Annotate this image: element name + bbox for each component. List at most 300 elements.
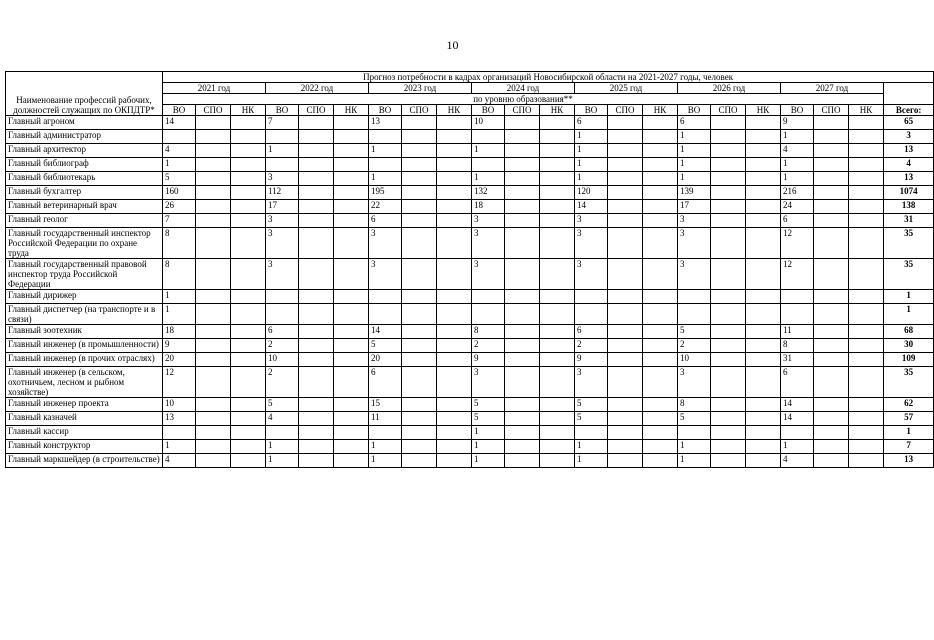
empty-cell [746,412,781,426]
profession-name: Главный бухгалтер [6,186,163,200]
vo-value [781,426,814,440]
empty-cell [437,426,472,440]
empty-cell [608,144,643,158]
empty-cell [540,353,575,367]
level-header: ВО [266,105,299,116]
vo-value: 5 [678,325,711,339]
empty-cell [849,440,884,454]
vo-value: 1 [781,172,814,186]
level-header: НК [643,105,678,116]
vo-value: 24 [781,200,814,214]
empty-cell [505,228,540,259]
row-total: 3 [884,130,934,144]
vo-value: 4 [163,454,196,468]
empty-cell [884,94,934,105]
vo-value: 139 [678,186,711,200]
empty-cell [849,454,884,468]
vo-value: 12 [781,228,814,259]
vo-value: 5 [266,398,299,412]
empty-cell [196,440,231,454]
table-row [6,144,934,158]
level-header: ВО [678,105,711,116]
year-header: 2021 год [163,83,266,94]
vo-value: 1 [575,454,608,468]
empty-cell [402,214,437,228]
empty-cell [402,290,437,304]
empty-cell [746,200,781,214]
empty-cell [814,290,849,304]
empty-cell [849,200,884,214]
empty-cell [299,130,334,144]
empty-cell [196,186,231,200]
empty-cell [814,116,849,130]
vo-value: 6 [781,367,814,398]
vo-value: 1 [678,158,711,172]
empty-cell [437,116,472,130]
empty-cell [540,186,575,200]
table-row [6,158,934,172]
empty-cell [746,144,781,158]
empty-cell [643,353,678,367]
empty-cell [505,259,540,290]
empty-cell [849,398,884,412]
empty-cell [196,426,231,440]
profession-name: Главный конструктор [6,440,163,454]
empty-cell [334,259,369,290]
empty-cell [849,259,884,290]
profession-name: Главный архитектор [6,144,163,158]
empty-cell [608,186,643,200]
empty-cell [814,158,849,172]
empty-cell [849,228,884,259]
empty-cell [402,200,437,214]
empty-cell [437,214,472,228]
empty-cell [231,440,266,454]
vo-value: 3 [575,214,608,228]
vo-value: 8 [678,398,711,412]
empty-cell [643,290,678,304]
vo-value: 1 [678,440,711,454]
empty-cell [334,158,369,172]
empty-cell [814,353,849,367]
empty-cell [540,172,575,186]
empty-cell [711,172,746,186]
empty-cell [299,186,334,200]
profession-name: Главный казначей [6,412,163,426]
profession-name: Главный государственный инспектор Российской Федерации по охране труда [6,228,163,259]
vo-value: 10 [266,353,299,367]
empty-cell [711,214,746,228]
vo-value: 10 [678,353,711,367]
empty-cell [849,186,884,200]
empty-cell [437,290,472,304]
empty-cell [437,158,472,172]
vo-value: 11 [369,412,402,426]
empty-cell [711,454,746,468]
empty-cell [643,228,678,259]
empty-cell [334,214,369,228]
empty-cell [196,144,231,158]
vo-value: 5 [369,339,402,353]
empty-cell [437,172,472,186]
empty-cell [231,172,266,186]
empty-cell [711,228,746,259]
vo-value: 132 [472,186,505,200]
empty-cell [711,186,746,200]
vo-value: 1 [575,144,608,158]
empty-cell [814,454,849,468]
row-total: 35 [884,367,934,398]
empty-cell [505,325,540,339]
empty-cell [711,325,746,339]
table-row [6,228,934,259]
empty-cell [196,304,231,325]
vo-value: 1 [678,454,711,468]
empty-cell [643,454,678,468]
forecast-title: Прогноз потребности в кадрах организаций Новосибирской области на 2021-2027 годы, человек [163,72,934,83]
empty-cell [746,304,781,325]
empty-cell [643,172,678,186]
vo-value: 4 [781,144,814,158]
empty-cell [643,144,678,158]
empty-cell [334,426,369,440]
level-header: ВО [575,105,608,116]
profession-name-header: Наименование профессий рабочих, должностей служащих по ОКПДТР* [6,72,163,116]
empty-cell [746,339,781,353]
level-header: ВО [472,105,505,116]
vo-value: 22 [369,200,402,214]
empty-cell [643,259,678,290]
empty-cell [299,440,334,454]
empty-cell [505,186,540,200]
level-header: НК [849,105,884,116]
empty-cell [884,83,934,94]
empty-cell [334,440,369,454]
level-header: СПО [402,105,437,116]
vo-value: 2 [266,367,299,398]
vo-value: 6 [266,325,299,339]
empty-cell [196,412,231,426]
vo-value: 1 [678,130,711,144]
empty-cell [334,200,369,214]
empty-cell [437,339,472,353]
empty-cell [814,144,849,158]
empty-cell [608,367,643,398]
profession-name: Главный геолог [6,214,163,228]
empty-cell [746,116,781,130]
vo-value: 14 [781,398,814,412]
empty-cell [334,454,369,468]
empty-cell [505,116,540,130]
empty-cell [814,440,849,454]
empty-cell [196,353,231,367]
empty-cell [746,353,781,367]
profession-name: Главный ветеринарный врач [6,200,163,214]
year-header: 2025 год [575,83,678,94]
empty-cell [643,412,678,426]
empty-cell [608,304,643,325]
vo-value [575,304,608,325]
vo-value [369,290,402,304]
empty-cell [505,339,540,353]
empty-cell [814,367,849,398]
empty-cell [402,130,437,144]
vo-value: 3 [472,259,505,290]
empty-cell [402,398,437,412]
vo-value: 5 [678,412,711,426]
vo-value: 3 [575,367,608,398]
vo-value: 6 [369,367,402,398]
empty-cell [334,398,369,412]
vo-value: 3 [472,214,505,228]
empty-cell [231,304,266,325]
empty-cell [711,130,746,144]
table-row [6,172,934,186]
vo-value: 1 [163,440,196,454]
level-header: НК [231,105,266,116]
empty-cell [437,200,472,214]
table-row [6,325,934,339]
empty-cell [746,290,781,304]
table-row [6,259,934,290]
empty-cell [643,339,678,353]
year-header: 2026 год [678,83,781,94]
empty-cell [196,214,231,228]
row-total: 68 [884,325,934,339]
level-header: СПО [299,105,334,116]
vo-value: 12 [163,367,196,398]
empty-cell [402,304,437,325]
empty-cell [196,200,231,214]
empty-cell [540,440,575,454]
table-row [6,200,934,214]
empty-cell [643,186,678,200]
empty-cell [814,172,849,186]
empty-cell [402,325,437,339]
vo-value [369,304,402,325]
table-row [6,440,934,454]
table-row [6,304,934,325]
vo-value: 20 [369,353,402,367]
empty-cell [299,367,334,398]
vo-value: 31 [781,353,814,367]
empty-cell [505,290,540,304]
vo-value: 18 [472,200,505,214]
vo-value: 1 [163,158,196,172]
table-row [6,398,934,412]
vo-value: 2 [678,339,711,353]
empty-cell [437,353,472,367]
empty-cell [814,259,849,290]
profession-name: Главный администратор [6,130,163,144]
vo-value [266,426,299,440]
empty-cell [505,440,540,454]
vo-value: 3 [266,214,299,228]
empty-cell [711,144,746,158]
empty-cell [402,259,437,290]
empty-cell [746,259,781,290]
empty-cell [711,158,746,172]
empty-cell [711,116,746,130]
empty-cell [402,454,437,468]
vo-value: 1 [369,454,402,468]
profession-name: Главный зоотехник [6,325,163,339]
empty-cell [540,304,575,325]
vo-value: 1 [472,172,505,186]
empty-cell [608,454,643,468]
vo-value [781,290,814,304]
vo-value: 8 [781,339,814,353]
row-total: 7 [884,440,934,454]
vo-value: 195 [369,186,402,200]
empty-cell [849,214,884,228]
empty-cell [608,200,643,214]
empty-cell [334,325,369,339]
vo-value: 1 [266,144,299,158]
vo-value: 10 [163,398,196,412]
vo-value [575,290,608,304]
level-header: ВО [369,105,402,116]
row-total: 4 [884,158,934,172]
empty-cell [540,325,575,339]
empty-cell [299,339,334,353]
empty-cell [231,325,266,339]
empty-cell [299,172,334,186]
vo-value: 3 [678,214,711,228]
vo-value: 1 [575,130,608,144]
vo-value: 3 [369,228,402,259]
empty-cell [746,367,781,398]
vo-value: 9 [472,353,505,367]
forecast-table [5,71,934,468]
empty-cell [540,398,575,412]
empty-cell [711,200,746,214]
vo-value: 3 [678,367,711,398]
empty-cell [711,367,746,398]
empty-cell [402,158,437,172]
empty-cell [711,353,746,367]
row-total: 62 [884,398,934,412]
vo-value: 1 [575,440,608,454]
row-total: 35 [884,228,934,259]
level-header: НК [437,105,472,116]
empty-cell [402,228,437,259]
empty-cell [402,367,437,398]
empty-cell [334,116,369,130]
vo-value: 1 [575,158,608,172]
table-row [6,186,934,200]
empty-cell [814,412,849,426]
profession-name: Главный инженер (в промышленности) [6,339,163,353]
empty-cell [437,144,472,158]
vo-value: 8 [163,228,196,259]
empty-cell [505,367,540,398]
profession-name: Главный государственный правовой инспектор труда Российской Федерации [6,259,163,290]
vo-value: 1 [678,144,711,158]
empty-cell [402,186,437,200]
level-header: СПО [711,105,746,116]
vo-value: 8 [163,259,196,290]
level-header: ВО [781,105,814,116]
empty-cell [643,325,678,339]
empty-cell [849,426,884,440]
profession-name: Главный маркшейдер (в строительстве) [6,454,163,468]
empty-cell [711,426,746,440]
empty-cell [437,130,472,144]
vo-value [472,290,505,304]
empty-cell [505,144,540,158]
vo-value: 6 [781,214,814,228]
empty-cell [231,353,266,367]
empty-cell [746,228,781,259]
vo-value: 9 [781,116,814,130]
empty-cell [402,172,437,186]
vo-value: 3 [369,259,402,290]
empty-cell [849,290,884,304]
vo-value: 12 [781,259,814,290]
vo-value: 2 [575,339,608,353]
table-row [6,426,934,440]
empty-cell [505,214,540,228]
empty-cell [711,412,746,426]
vo-value: 14 [163,116,196,130]
empty-cell [505,398,540,412]
empty-cell [540,454,575,468]
empty-cell [814,214,849,228]
empty-cell [643,440,678,454]
empty-cell [402,144,437,158]
profession-name: Главный кассир [6,426,163,440]
page-number: 10 [446,38,459,52]
vo-value: 1 [575,172,608,186]
empty-cell [814,304,849,325]
vo-value [266,158,299,172]
vo-value: 1 [266,454,299,468]
empty-cell [196,398,231,412]
empty-cell [643,158,678,172]
empty-cell [814,186,849,200]
vo-value: 4 [266,412,299,426]
vo-value: 4 [781,454,814,468]
empty-cell [540,144,575,158]
empty-cell [746,325,781,339]
vo-value: 120 [575,186,608,200]
empty-cell [608,228,643,259]
empty-cell [196,290,231,304]
year-header: 2024 год [472,83,575,94]
row-total: 1 [884,304,934,325]
empty-cell [540,200,575,214]
empty-cell [505,426,540,440]
empty-cell [814,200,849,214]
empty-cell [814,426,849,440]
table-row [6,454,934,468]
total-header: Всего: [884,105,934,116]
empty-cell [299,228,334,259]
empty-cell [437,454,472,468]
vo-value: 1 [369,172,402,186]
vo-value [266,290,299,304]
empty-cell [299,454,334,468]
empty-cell [746,158,781,172]
vo-value: 112 [266,186,299,200]
empty-cell [608,325,643,339]
empty-cell [746,426,781,440]
row-total: 35 [884,259,934,290]
vo-value: 1 [472,454,505,468]
empty-cell [402,440,437,454]
vo-value: 216 [781,186,814,200]
